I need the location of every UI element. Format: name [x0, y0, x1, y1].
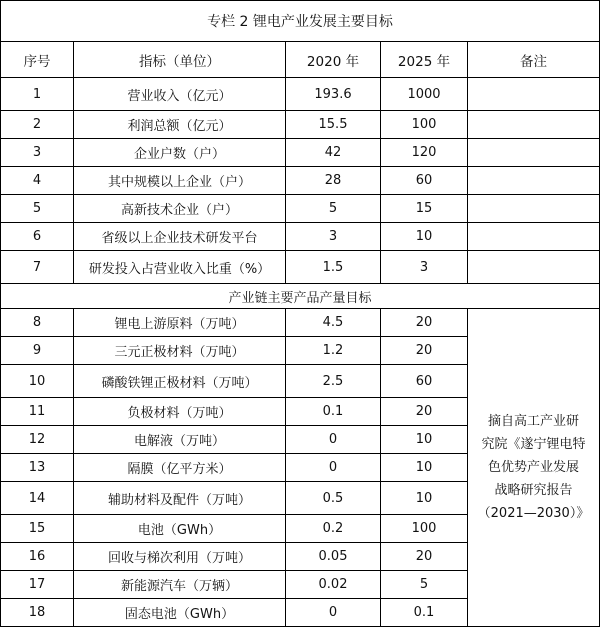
row-indicator: 三元正极材料（万吨）	[74, 337, 286, 365]
row-value-2020: 0.05	[286, 543, 381, 571]
source-note	[468, 309, 600, 627]
row-indicator: 隔膜（亿平方米）	[74, 454, 286, 482]
row-value-2020: 0	[286, 426, 381, 454]
row-value-2025: 20	[381, 337, 468, 365]
table-title: 专栏 2 锂电产业发展主要目标	[1, 1, 600, 42]
row-number: 12	[1, 426, 74, 454]
column-header-remarks: 备注	[468, 42, 600, 78]
row-value-2020: 0.2	[286, 515, 381, 543]
row-value-2020: 5	[286, 195, 381, 223]
table-header-row	[1, 42, 600, 78]
row-indicator: 利润总额（亿元）	[74, 111, 286, 139]
row-value-2025: 20	[381, 398, 468, 426]
source-note-line: 究院《遂宁锂电特	[481, 437, 586, 452]
row-number: 9	[1, 337, 74, 365]
row-value-2020: 28	[286, 167, 381, 195]
table-row	[1, 251, 600, 284]
row-indicator: 营业收入（亿元）	[74, 78, 286, 111]
row-indicator: 固态电池（GWh）	[74, 599, 286, 627]
row-indicator: 回收与梯次利用（万吨）	[74, 543, 286, 571]
row-number: 2	[1, 111, 74, 139]
source-note-line: 摘自高工产业研	[487, 414, 579, 429]
table-row	[1, 111, 600, 139]
row-number: 16	[1, 543, 74, 571]
row-value-2025: 10	[381, 223, 468, 251]
row-value-2020: 0.02	[286, 571, 381, 599]
row-value-2020: 193.6	[286, 78, 381, 111]
row-indicator: 电池（GWh）	[74, 515, 286, 543]
row-value-2020: 0.1	[286, 398, 381, 426]
column-header-number: 序号	[1, 42, 74, 78]
row-value-2025: 20	[381, 309, 468, 337]
row-number: 18	[1, 599, 74, 627]
table-row	[1, 139, 600, 167]
row-value-2020: 2.5	[286, 365, 381, 398]
row-value-2020: 0.5	[286, 482, 381, 515]
row-value-2025: 5	[381, 571, 468, 599]
table-row	[1, 223, 600, 251]
row-number: 8	[1, 309, 74, 337]
row-value-2020: 4.5	[286, 309, 381, 337]
row-value-2025: 3	[381, 251, 468, 284]
column-header-2025: 2025 年	[381, 42, 468, 78]
row-number: 5	[1, 195, 74, 223]
row-remarks	[468, 167, 600, 195]
row-indicator: 高新技术企业（户）	[74, 195, 286, 223]
row-number: 4	[1, 167, 74, 195]
source-note-line: 色优势产业发展	[487, 460, 579, 475]
row-number: 11	[1, 398, 74, 426]
row-number: 1	[1, 78, 74, 111]
row-value-2025: 10	[381, 454, 468, 482]
row-value-2025: 15	[381, 195, 468, 223]
source-note-line: 战略研究报告	[494, 483, 573, 498]
row-number: 15	[1, 515, 74, 543]
table-row	[1, 78, 600, 111]
row-value-2025: 100	[381, 515, 468, 543]
row-remarks	[468, 139, 600, 167]
row-number: 3	[1, 139, 74, 167]
row-value-2025: 100	[381, 111, 468, 139]
row-indicator: 其中规模以上企业（户）	[74, 167, 286, 195]
column-header-2020: 2020 年	[286, 42, 381, 78]
row-value-2020: 0	[286, 454, 381, 482]
source-note-line: （2021—2030）》	[477, 506, 590, 521]
row-value-2020: 15.5	[286, 111, 381, 139]
row-remarks	[468, 251, 600, 284]
row-indicator: 电解液（万吨）	[74, 426, 286, 454]
table-row	[1, 195, 600, 223]
row-indicator: 研发投入占营业收入比重（%）	[74, 251, 286, 284]
row-remarks	[468, 78, 600, 111]
row-number: 17	[1, 571, 74, 599]
row-value-2020: 0	[286, 599, 381, 627]
column-header-indicator: 指标（单位）	[74, 42, 286, 78]
row-remarks	[468, 223, 600, 251]
row-indicator: 新能源汽车（万辆）	[74, 571, 286, 599]
row-value-2020: 3	[286, 223, 381, 251]
row-remarks	[468, 195, 600, 223]
table-title-row	[1, 1, 600, 42]
row-number: 7	[1, 251, 74, 284]
row-number: 10	[1, 365, 74, 398]
row-indicator: 锂电上游原料（万吨）	[74, 309, 286, 337]
table-row	[1, 309, 600, 337]
row-number: 13	[1, 454, 74, 482]
row-value-2025: 0.1	[381, 599, 468, 627]
row-value-2020: 42	[286, 139, 381, 167]
row-value-2025: 120	[381, 139, 468, 167]
row-indicator: 负极材料（万吨）	[74, 398, 286, 426]
row-value-2025: 10	[381, 482, 468, 515]
row-value-2020: 1.2	[286, 337, 381, 365]
table-row	[1, 167, 600, 195]
row-value-2020: 1.5	[286, 251, 381, 284]
row-remarks	[468, 111, 600, 139]
row-value-2025: 10	[381, 426, 468, 454]
row-number: 6	[1, 223, 74, 251]
row-indicator: 磷酸铁锂正极材料（万吨）	[74, 365, 286, 398]
row-indicator: 省级以上企业技术研发平台	[74, 223, 286, 251]
row-indicator: 企业户数（户）	[74, 139, 286, 167]
row-indicator: 辅助材料及配件（万吨）	[74, 482, 286, 515]
row-value-2025: 60	[381, 365, 468, 398]
section-header-row	[1, 284, 600, 309]
row-value-2025: 1000	[381, 78, 468, 111]
section-title: 产业链主要产品产量目标	[1, 284, 600, 309]
row-number: 14	[1, 482, 74, 515]
row-value-2025: 60	[381, 167, 468, 195]
row-value-2025: 20	[381, 543, 468, 571]
